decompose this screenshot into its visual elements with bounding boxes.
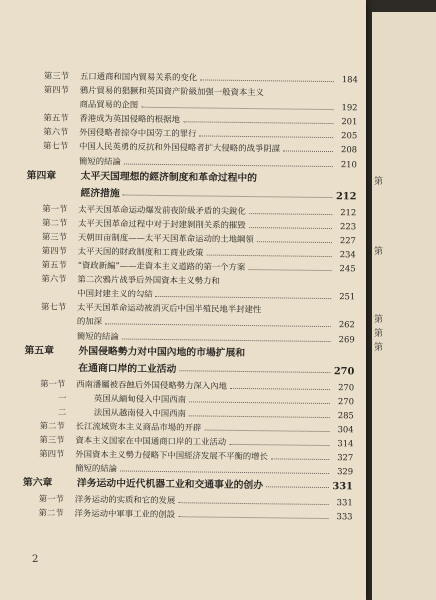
toc-entry-label: 第一节 bbox=[40, 378, 66, 389]
toc-entry-page: 270 bbox=[333, 365, 355, 377]
toc-entry-page: 212 bbox=[340, 206, 357, 218]
toc-leader-dots bbox=[271, 449, 329, 460]
facing-page-fragment: 第 bbox=[374, 177, 384, 187]
toc-entry-title: 洋务运动中近代机器工业和交通事业的创办 bbox=[76, 478, 264, 492]
toc-entry-title: 西南潘屬被吞蝕后外国侵略勢力深入內地 bbox=[76, 378, 227, 391]
toc-leader-dots bbox=[207, 245, 332, 257]
toc-entry-page: 270 bbox=[338, 381, 355, 392]
toc-entry-label: 第二节 bbox=[42, 217, 68, 228]
toc-entry-page: 251 bbox=[339, 291, 356, 302]
toc-leader-dots bbox=[179, 493, 329, 505]
toc-entry-title: 外国侵略者掠夺中国劳工的罪行 bbox=[79, 127, 197, 139]
toc-entry-title: 洋务运动的实质和它的发展 bbox=[74, 494, 176, 506]
toc-entry-label: 第六节 bbox=[43, 126, 69, 138]
toc-entry-title: 簡短的結論 bbox=[76, 330, 119, 341]
toc-entry-title: 太平天国革命过程中对于封建剝削关系的摧毀 bbox=[78, 217, 246, 230]
toc-entry-page: 223 bbox=[340, 220, 357, 232]
toc-entry-title: 簡短的結論 bbox=[78, 155, 121, 167]
toc-entry-page: 262 bbox=[338, 319, 355, 330]
toc-entry-label: 第二节 bbox=[38, 507, 64, 519]
facing-page-fragment: 第 bbox=[374, 329, 384, 339]
toc-entry-page: 327 bbox=[337, 452, 354, 463]
toc-leader-dots bbox=[189, 406, 330, 418]
toc-entry-label: 第六章 bbox=[22, 477, 53, 489]
toc-leader-dots bbox=[142, 98, 334, 110]
toc-entry-label: 第三节 bbox=[41, 231, 68, 242]
toc-entry-page: 331 bbox=[332, 481, 353, 493]
toc-entry-page: 210 bbox=[340, 158, 357, 169]
toc-leader-dots bbox=[199, 127, 333, 139]
toc-entry-label: 第四章 bbox=[26, 169, 57, 182]
toc-leader-dots bbox=[179, 361, 330, 373]
page-number: 2 bbox=[32, 554, 39, 565]
toc-entry-title: 經济措施 bbox=[80, 187, 120, 200]
toc-entry-title: 太平天国的財政制度和工商业政策 bbox=[77, 245, 204, 258]
toc-entry-page: 333 bbox=[336, 511, 353, 522]
toc-entry-title: 五口通商和国内貿易关系的变化 bbox=[79, 70, 198, 83]
facing-page-fragment: 第 bbox=[374, 315, 384, 325]
toc-entry-label: 第五节 bbox=[43, 112, 69, 124]
toc-entry-label: 第四节 bbox=[39, 448, 65, 459]
toc-leader-dots bbox=[249, 260, 332, 271]
toc-entry-page: 269 bbox=[338, 333, 355, 344]
toc-entry-title: 香港成为英国侵略的根据地 bbox=[79, 113, 180, 125]
toc-entry-title: 英国从緬甸侵入中国西南 bbox=[93, 392, 187, 404]
toc-entry-label: 二 bbox=[57, 406, 67, 417]
toc-entry-title: 外国資本主义勢力侵略下中国經济发展不平衡的增长 bbox=[75, 449, 268, 462]
toc-leader-dots bbox=[200, 70, 334, 82]
toc-entry-page: 285 bbox=[337, 409, 354, 421]
toc-entry-page: 205 bbox=[341, 130, 358, 141]
toc-entry-page: 212 bbox=[335, 190, 357, 203]
toc-entry-page: 234 bbox=[339, 249, 356, 260]
toc-entry-title: 太平天国革命运动被消灭后中国半殖民地半封建性 bbox=[77, 302, 262, 315]
toc-leader-dots bbox=[230, 378, 330, 389]
toc-entry-page: 304 bbox=[337, 424, 354, 435]
toc-entry-label: 第一节 bbox=[38, 493, 64, 505]
toc-list bbox=[0, 68, 366, 524]
toc-leader-dots bbox=[122, 329, 331, 342]
toc-entry-title: 外国侵略勢力对中国內地的市場扩展和 bbox=[78, 345, 246, 359]
toc-entry-title: 鴉片貿易的猖獗和英国資产阶級加强一般資本主义 bbox=[79, 85, 265, 98]
toc-entry-label: 第四节 bbox=[41, 245, 67, 256]
toc-leader-dots bbox=[183, 113, 333, 125]
toc-leader-dots bbox=[179, 508, 329, 520]
toc-entry-title: 太平天国理想的經济制度和革命过程中的 bbox=[80, 170, 258, 184]
toc-entry-title: 太平天国革命运动爆发前夜阶級矛盾的尖銳化 bbox=[78, 203, 246, 216]
toc-entry-page: 184 bbox=[341, 74, 358, 85]
toc-leader-dots bbox=[120, 462, 329, 475]
toc-entry-title: 第二次鴉片战爭后外国資本主义勢力和 bbox=[77, 274, 220, 286]
toc-entry-title: 天朝田亩制度——太平天国革命运动的土地綱領 bbox=[77, 231, 254, 244]
toc-entry-title: 簡短的結論 bbox=[75, 463, 118, 474]
toc-entry-page: 314 bbox=[337, 438, 354, 449]
facing-page-fragment: 第 bbox=[374, 343, 384, 353]
toc-entry-page: 245 bbox=[339, 263, 356, 274]
toc-entry-title: 中国封建主义的勾結 bbox=[77, 288, 153, 300]
toc-leader-dots bbox=[122, 185, 332, 198]
toc-leader-dots bbox=[249, 204, 332, 215]
toc-entry-label: 第四节 bbox=[43, 84, 69, 95]
toc-leader-dots bbox=[229, 435, 329, 446]
toc-leader-dots bbox=[189, 392, 330, 404]
toc-entry-label: 第七节 bbox=[41, 301, 67, 313]
toc-entry-label: 第六节 bbox=[41, 273, 67, 284]
toc-leader-dots bbox=[283, 142, 333, 153]
toc-entry-page: 331 bbox=[336, 497, 353, 508]
toc-entry-page: 192 bbox=[341, 102, 358, 113]
toc-leader-dots bbox=[124, 154, 333, 167]
toc-entry-title: 商品貿易的企图 bbox=[79, 99, 139, 110]
toc-entry-title: “資政新編”——走資本主义道路的第一个方案 bbox=[77, 259, 246, 273]
toc-entry-title: 的加深 bbox=[76, 316, 103, 327]
toc-leader-dots bbox=[249, 218, 332, 229]
toc-entry-page: 201 bbox=[341, 116, 358, 127]
toc-entry-label: 第五节 bbox=[41, 259, 67, 270]
facing-page-fragment: 第 bbox=[374, 247, 384, 257]
toc-entry-label: 第七节 bbox=[42, 141, 69, 152]
toc-entry-title: 长江流域资本主义商品市場的开辟 bbox=[75, 420, 202, 433]
toc-entry-title: 洋务运动中軍事工业的创設 bbox=[74, 508, 176, 520]
facing-page bbox=[372, 12, 436, 600]
toc-entry-title: 中国人民英勇的反抗和外国侵略者扩大侵略的战爭阴謀 bbox=[78, 141, 281, 154]
toc-entry-title: 資本主义国家在中国通商口岸的工业活动 bbox=[75, 434, 227, 447]
toc-leader-dots bbox=[105, 315, 331, 328]
toc-leader-dots bbox=[266, 478, 329, 489]
toc-entry-label: 第五章 bbox=[24, 344, 55, 357]
toc-leader-dots bbox=[155, 287, 331, 299]
toc-entry-label: 第三节 bbox=[43, 70, 70, 81]
toc-entry-page: 227 bbox=[339, 235, 356, 246]
toc-entry-title: 在通商口岸的工业活动 bbox=[78, 362, 177, 375]
toc-entry-page: 270 bbox=[337, 395, 355, 407]
toc-leader-dots bbox=[205, 420, 330, 432]
toc-entry-page: 329 bbox=[337, 466, 354, 477]
toc-leader-dots bbox=[257, 232, 332, 243]
toc-entry-label: 第一节 bbox=[42, 203, 68, 214]
toc-entry-page: 208 bbox=[340, 144, 358, 155]
toc-entry-label: 第三节 bbox=[39, 434, 65, 445]
toc-entry-label: 一 bbox=[57, 392, 67, 403]
toc-entry-title: 法国从越南侵入中国西南 bbox=[93, 406, 186, 419]
toc-entry-label: 第二节 bbox=[39, 420, 65, 431]
